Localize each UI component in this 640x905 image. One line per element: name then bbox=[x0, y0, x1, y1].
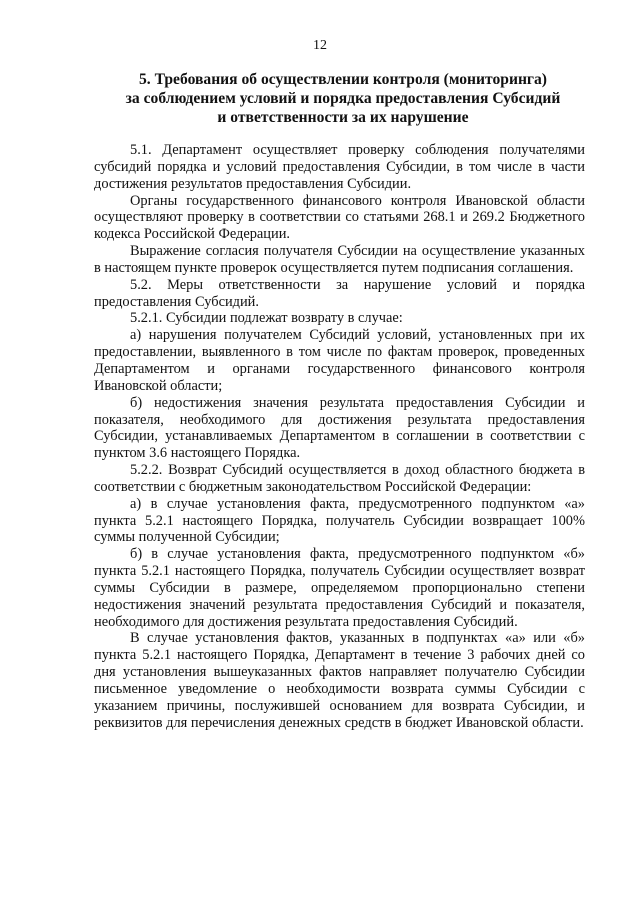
paragraph-financial-control: Органы государственного финансового контроля Ивановской области осуществляют проверку в соответствии со статьями 268.1 и 269.2 Бюджетного кодекса Российской Федерации. bbox=[94, 192, 585, 243]
section-title-line: 5. Требования об осуществлении контроля (мониторинга) bbox=[138, 71, 547, 88]
paragraph-5-2-1: 5.2.1. Субсидии подлежат возврату в случае: bbox=[130, 310, 403, 327]
section-title bbox=[108, 70, 578, 127]
paragraph-consent: Выражение согласия получателя Субсидии на осуществление указанных в настоящем пункте проверок осуществляется путем подписания соглашения. bbox=[94, 243, 585, 276]
paragraph-5-2-2: 5.2.2. Возврат Субсидий осуществляется в доход областного бюджета в соответствии с бюджетным законодательством Российской Федерации: bbox=[94, 462, 585, 495]
paragraph-notification: В случае установления фактов, указанных в подпунктах «а» или «б» пункта 5.2.1 настоящего Порядка, Департамент в течение 3 рабочих дней со дня установления вышеуказанных фактов направляет получателю Субсидии письменное уведомление о необходимости возврата суммы Субсидии с указанием причины, послужившей основанием для возврата Субсидии, и реквизитов для перечисления денежных средств в бюджет Ивановской области. bbox=[94, 630, 585, 731]
paragraph-5-2-2-a: а) в случае установления факта, предусмотренного подпунктом «а» пункта 5.2.1 настоящего Порядка, получатель Субсидии возвращает 100% суммы полученной Субсидии; bbox=[94, 495, 585, 546]
paragraph-5-1: 5.1. Департамент осуществляет проверку соблюдения получателями субсидий порядка и условий предоставления Субсидии, в том числе в части достижения результатов предоставления Субсидии. bbox=[94, 142, 585, 192]
paragraph-5-2-2-b: б) в случае установления факта, предусмотренного подпунктом «б» пункта 5.2.1 настоящего Порядка, получатель Субсидии осуществляет возврат суммы Субсидии в размере, определяемом пропорционально степени недостижения значений результата предоставления Субсидий и показателя, необходимого для достижения результата предоставления Субсидий. bbox=[94, 546, 585, 630]
paragraph-5-2-1-a: а) нарушения получателем Субсидий условий, установленных при их предоставлении, выявленного в том числе по фактам проверок, проведенных Департаментом и органами государственного финансового контроля Ивановской области; bbox=[94, 327, 585, 394]
document-body bbox=[94, 142, 585, 732]
paragraph-5-2: 5.2. Меры ответственности за нарушение условий и порядка предоставления Субсидий. bbox=[94, 276, 585, 310]
section-title-line: и ответственности за их нарушение bbox=[217, 109, 469, 126]
section-title-line: за соблюдением условий и порядка предоставления Субсидий bbox=[125, 90, 561, 107]
page-number: 12 bbox=[313, 38, 327, 53]
paragraph-5-2-1-b: б) недостижения значения результата предоставления Субсидии и показателя, необходимого для достижения результата предоставления Субсидии, устанавливаемых Департаментом в соглашении в соответствии с пунктом 3.6 настоящего Порядка. bbox=[94, 394, 585, 462]
